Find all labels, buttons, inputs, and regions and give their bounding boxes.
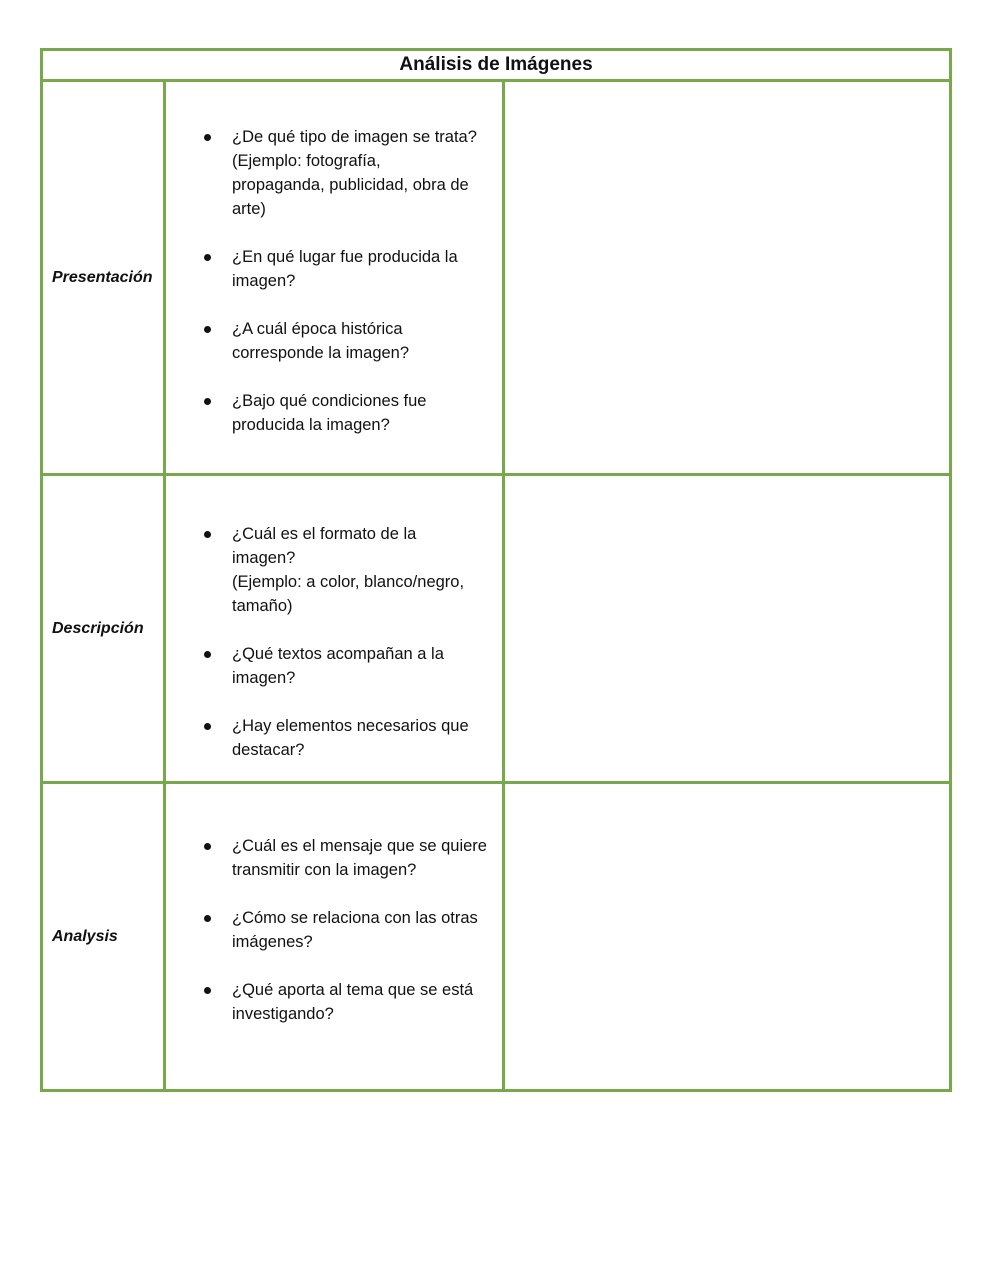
list-item bbox=[166, 642, 498, 690]
bullet-icon bbox=[204, 843, 211, 850]
answer-cell-presentacion[interactable] bbox=[504, 81, 951, 475]
questions-cell bbox=[165, 783, 504, 1091]
bullet-icon bbox=[204, 326, 211, 333]
question-line: ¿Cuál es el mensaje que se quiere bbox=[232, 837, 487, 855]
question-line: ¿Qué aporta al tema que se está bbox=[232, 981, 474, 999]
question-line: arte) bbox=[232, 199, 266, 218]
list-item bbox=[166, 245, 498, 293]
answer-cell-descripcion[interactable] bbox=[504, 475, 951, 783]
bullet-icon bbox=[204, 531, 211, 538]
section-row-descripcion bbox=[42, 475, 951, 783]
question-line: destacar? bbox=[232, 740, 305, 759]
list-item bbox=[166, 389, 498, 437]
question-line: ¿Cómo se relaciona con las otras bbox=[232, 909, 478, 927]
question-line: ¿De qué tipo de imagen se trata? bbox=[232, 127, 477, 146]
bullet-icon bbox=[204, 915, 211, 922]
section-label: Descripción bbox=[42, 475, 165, 783]
section-label: Presentación bbox=[42, 81, 165, 475]
section-label: Analysis bbox=[42, 783, 165, 1091]
question-line: imagen? bbox=[232, 271, 296, 290]
list-item bbox=[166, 906, 498, 954]
question-line: imagen? bbox=[232, 668, 296, 687]
bullet-icon bbox=[204, 398, 211, 405]
question-line: ¿Cuál es el formato de la bbox=[232, 524, 417, 543]
list-item bbox=[166, 714, 498, 762]
question-line: ¿A cuál época histórica bbox=[232, 319, 403, 338]
bullet-icon bbox=[204, 134, 211, 141]
questions-cell bbox=[165, 475, 504, 783]
question-line: producida la imagen? bbox=[232, 415, 390, 434]
list-item bbox=[166, 317, 498, 365]
question-line: (Ejemplo: a color, blanco/negro, bbox=[232, 572, 465, 591]
image-analysis-table bbox=[40, 48, 952, 1092]
question-list bbox=[166, 119, 502, 437]
answer-cell-analysis[interactable] bbox=[504, 783, 951, 1091]
bullet-icon bbox=[204, 254, 211, 261]
list-item bbox=[166, 978, 498, 1026]
table-title: Análisis de Imágenes bbox=[42, 50, 951, 81]
question-line: propaganda, publicidad, obra de bbox=[232, 175, 469, 194]
question-list bbox=[166, 496, 502, 762]
bullet-icon bbox=[204, 723, 211, 730]
bullet-icon bbox=[204, 651, 211, 658]
question-line: imágenes? bbox=[232, 933, 313, 951]
question-line: tamaño) bbox=[232, 596, 293, 615]
question-line: ¿Bajo qué condiciones fue bbox=[232, 391, 427, 410]
list-item bbox=[166, 834, 498, 882]
question-line: transmitir con la imagen? bbox=[232, 861, 417, 879]
list-item bbox=[166, 125, 498, 221]
question-line: imagen? bbox=[232, 548, 296, 567]
question-line: (Ejemplo: fotografía, bbox=[232, 151, 381, 170]
bullet-icon bbox=[204, 987, 211, 994]
question-line: ¿En qué lugar fue producida la bbox=[232, 247, 458, 266]
question-line: ¿Qué textos acompañan a la bbox=[232, 644, 444, 663]
list-item bbox=[166, 522, 498, 618]
question-line: ¿Hay elementos necesarios que bbox=[232, 716, 469, 735]
section-row-analysis bbox=[42, 783, 951, 1091]
question-list bbox=[166, 784, 502, 1026]
question-line: corresponde la imagen? bbox=[232, 343, 410, 362]
questions-cell bbox=[165, 81, 504, 475]
question-line: investigando? bbox=[232, 1005, 334, 1023]
section-row-presentacion bbox=[42, 81, 951, 475]
